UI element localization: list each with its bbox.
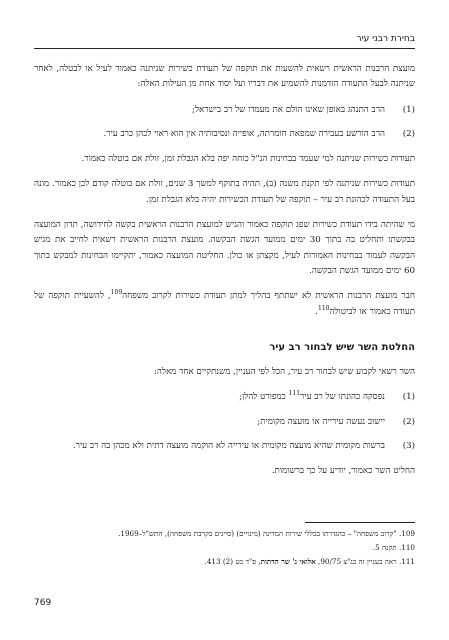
footnote-ref[interactable]: 109 bbox=[110, 289, 123, 297]
section-closing: החליט השר כאמור, יודיע על כך ברשומות. bbox=[271, 466, 415, 477]
list-item-text: ברשות מקומית שהיא מועצה מקומית או עירייה לא הוקמה מועצה דתית ולא מכהן בה רב עיר. bbox=[72, 441, 385, 452]
list-item bbox=[34, 127, 415, 142]
list-item-number: (1) bbox=[402, 392, 415, 403]
list-item-number: (2) bbox=[402, 128, 415, 139]
paragraph-three-years: תעודות כשירות שניתנה לפי תקנת משנה (ב), תהיה בתוקף למשך 3 שנים, זולת אם בוטלה קודם לכן כאמור. מונה בעל התעודה לכהונת רב עיר – תוקפה של תעודת הכשירות יהיה בלא הגבלת זמן. bbox=[34, 179, 415, 205]
grounds-list bbox=[34, 103, 415, 143]
footnote-text: "קרוב משפחה" – כהגדרתו בכללי שירות המדינה (מינויים) (סייגים בקרבת משפחה), התש"ל–1969. bbox=[118, 529, 397, 538]
list-item-text-part: נפסקה כהונתו של רב עיר bbox=[300, 392, 385, 403]
footnote-ref[interactable]: 110 bbox=[318, 304, 330, 312]
paragraph-suspension: מועצת הרבנות הראשית רשאית להשעות את תוקפה של תעודת כשירות שניתנה כאמור לעיל או לבטלה, לאחר שניתנה לבעל התעודה הזדמנות להשמיע את דבריו ועל יסוד אחת מן העילות האלה: bbox=[34, 64, 415, 90]
section-intro: השר רשאי לקבוע שיש לבחור רב עיר, הכל לפי העניין, משנתקיים אחד מאלה: bbox=[153, 367, 415, 378]
paragraph-text: חבר מועצת הרבנות הראשית לא ישתתף בהליך למתן תעודת כשירות לקרוב משפחה bbox=[122, 291, 415, 302]
list-item bbox=[34, 103, 415, 118]
footnote-text: ראה בעניין זה בג"צ 90/75, bbox=[315, 557, 397, 566]
footnote bbox=[34, 542, 415, 554]
header-rule bbox=[34, 48, 415, 49]
conditions-list bbox=[34, 390, 415, 454]
footnote-text: , פ"ד כט (2) 413. bbox=[204, 557, 261, 566]
running-header: בחירת רבני עיר bbox=[356, 34, 415, 44]
footnote-ref[interactable]: 111 bbox=[288, 390, 301, 398]
footnote bbox=[34, 556, 415, 568]
paragraph-renewal: מי שהיתה בידו תעודת כשירות שפג תוקפה כאמור והגיש למועצת הרבנות הראשית בקשה לחידושה, תדון המועצה בבקשתו ותחליט בה בתוך 30 ימים ממועד הגשת הבקשה. מועצת הרבנות הראשית רשאית לחייב את מגיש הבקשה לעמוד בבחינות האמורות לעיל, מקצתן או כולן. החליטה המועצה כאמור, יתקיימו הבחינות למבקש בתוך 60 ימים ממועד הגשת הבקשה. bbox=[34, 220, 415, 276]
paragraph-text: , להשעיית תוקפה של תעודה כאמור או לביטולה bbox=[34, 291, 415, 317]
list-item-number: (1) bbox=[402, 104, 415, 115]
paragraph-unlimited-validity: תעודות כשירות שניתנה למי שעמד בבחינות הנ"ל כוחה יפה בלא הגבלת זמן, זולת אם בוטלה כאמור. bbox=[81, 154, 415, 165]
paragraph-conflict-of-interest bbox=[34, 289, 415, 320]
footnote-number: 109. bbox=[398, 529, 415, 538]
list-item-text-part: כמפורט להלן; bbox=[239, 392, 289, 403]
footnote-number: 111. bbox=[398, 557, 415, 566]
footnote-case-name: אלואי נ' שר הדתות bbox=[260, 557, 316, 566]
list-item-text: יישוב נעשה עירייה או מועצה מקומית; bbox=[257, 416, 385, 427]
list-item-number: (3) bbox=[402, 441, 415, 452]
footnotes bbox=[34, 528, 415, 570]
footnote-rule bbox=[305, 522, 415, 523]
footnote bbox=[34, 528, 415, 540]
list-item-text bbox=[34, 390, 385, 405]
paragraph-text: . bbox=[315, 306, 319, 317]
list-item bbox=[34, 415, 415, 430]
footnote-number: 110. bbox=[398, 543, 415, 552]
section-heading: החלטת השר שיש לבחור רב עיר bbox=[269, 341, 415, 353]
page-number: 769 bbox=[34, 598, 52, 608]
list-item bbox=[34, 439, 415, 454]
list-item-text: הרב הורשע בעבירה שמפאת חומרתה, אופייה ונסיבותיה אין הוא ראוי לכהן כרב עיר. bbox=[103, 128, 385, 139]
list-item-text: הרב התנהג באופן שאינו הולם את מעמדו של רב בישראל; bbox=[192, 104, 385, 115]
list-item-number: (2) bbox=[402, 416, 415, 427]
list-item bbox=[34, 390, 415, 405]
footnote-text: תקנה 5. bbox=[372, 543, 397, 552]
body-text bbox=[34, 62, 415, 490]
